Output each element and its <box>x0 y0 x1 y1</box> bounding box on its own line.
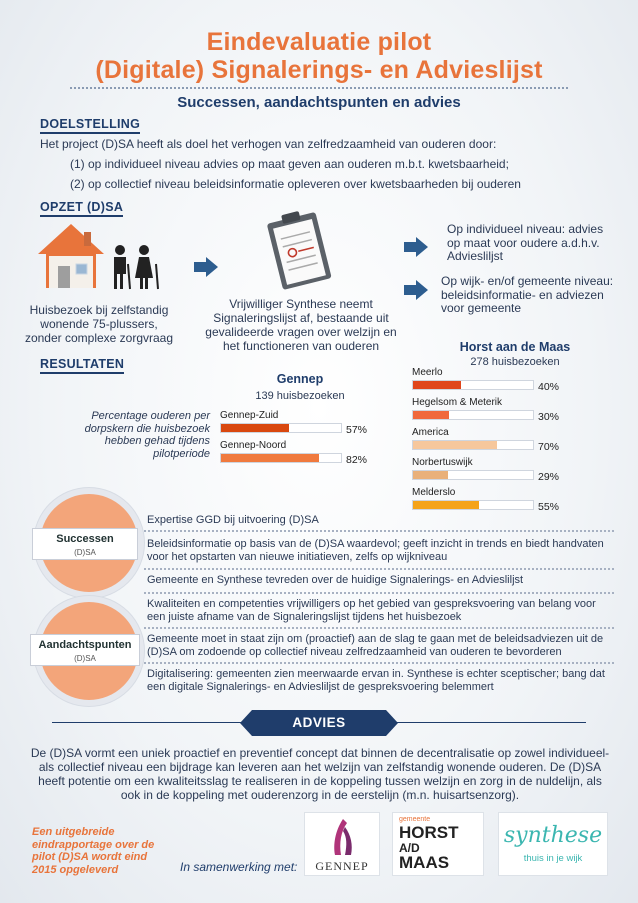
bar-row <box>412 367 612 393</box>
bar-track <box>220 453 342 463</box>
successen-item: Gemeente en Synthese tevreden over de huidige Signalerings- en Adviesliljst <box>147 574 524 586</box>
synthese-logo-tagline: thuis in je wijk <box>523 853 583 864</box>
divider <box>144 530 614 532</box>
horst-logo-line1: HORST <box>399 823 459 842</box>
bar-category-label: Meerlo <box>412 367 443 378</box>
opzet-outcome1-text: Op individueel niveau: advies op maat voor oudere a.d.h.v. Adviesliljst <box>447 222 604 263</box>
horst-logo-line2: A/D <box>399 841 420 855</box>
aandachtspunten-item: Kwaliteiten en competenties vrijwilligers op het gebied van gespreksvoering van belang voor een juiste afname van de Signaleringslijst tijdens het huisbezoek <box>147 598 596 623</box>
bar-category-label: America <box>412 427 449 438</box>
house-icon <box>36 222 106 290</box>
bar-track <box>412 440 534 450</box>
gennep-bar-chart <box>220 410 400 476</box>
gennep-chart-title: Gennep <box>276 372 324 386</box>
bar-category-label: Gennep-Zuid <box>220 410 279 421</box>
footer-report-note: Een uitgebreide eindrapportage over de pilot (D)SA wordt eind 2015 opgeleverd <box>32 826 155 876</box>
bar-track <box>412 500 534 510</box>
doelstelling-heading: DOELSTELLING <box>40 117 140 134</box>
bar <box>413 381 461 389</box>
successen-item: Expertise GGD bij uitvoering (D)SA <box>147 514 319 526</box>
page-subtitle: Successen, aandachtspunten en advies <box>177 94 461 111</box>
bar <box>413 471 448 479</box>
bar-row <box>412 427 612 453</box>
bar-row <box>412 397 612 423</box>
synthese-logo-text: synthese <box>503 823 603 848</box>
bar-value-label: 82% <box>346 454 368 466</box>
horst-chart-title: Horst aan de Maas <box>459 340 571 354</box>
bar-value-label: 57% <box>346 424 368 436</box>
bar-value-label: 40% <box>538 381 560 393</box>
bar-track <box>412 470 534 480</box>
horst-logo-line3: MAAS <box>399 853 450 872</box>
horst-logo-small: gemeente <box>399 816 431 823</box>
arrow-right-icon <box>402 236 430 258</box>
doelstelling-intro: Het project (D)SA heeft als doel het verhogen van zelfredzaamheid van ouderen door: <box>40 137 497 151</box>
gennep-chart-subtitle: 139 huisbezoeken <box>255 390 345 402</box>
resultaten-caption: Percentage ouderen per dorpskern die huisbezoek hebben gehad tijdens pilotperiode <box>84 410 210 460</box>
bar-track <box>412 410 534 420</box>
page-title-line2: (Digitale) Signalerings- en Advieslijst <box>95 56 543 84</box>
horst-bar-chart <box>412 367 612 515</box>
advies-banner: ADVIES <box>292 715 346 730</box>
divider <box>144 662 614 664</box>
page-title-line1: Eindevaluatie pilot <box>206 28 432 56</box>
divider <box>144 592 614 594</box>
bar-track <box>412 380 534 390</box>
bar-value-label: 30% <box>538 411 560 423</box>
opzet-step2-text: Vrijwilliger Synthese neemt Signaleringslijst af, bestaande uit gevalideerde vragen over welzijn en het functioneren van ouderen <box>205 297 397 353</box>
successen-item: Beleidsinformatie op basis van de (D)SA waardevol; geeft inzicht in trends en biedt handvaten voor het opstarten van nieuwe initiatieven, zelfs op wijkniveau <box>147 538 604 563</box>
bar-category-label: Norbertuswijk <box>412 457 473 468</box>
partners-label: In samenwerking met: <box>180 860 298 874</box>
aandachtspunten-badge-sub: (D)SA <box>74 654 96 663</box>
bar-row <box>412 487 612 513</box>
resultaten-heading: RESULTATEN <box>40 357 124 374</box>
gennep-logo <box>304 812 380 876</box>
gennep-logo-text: GENNEP <box>315 859 369 873</box>
horst-logo <box>392 812 484 876</box>
bar <box>221 454 319 462</box>
bar-value-label: 29% <box>538 471 560 483</box>
bar-row <box>412 457 612 483</box>
gennep-logo-mark <box>325 817 361 857</box>
aandachtspunten-item: Gemeente moet in staat zijn om (proactief) aan de slag te gaan met de beleidsadviezen uit de (D)SA om zodoende op collectief niveau zelfredzaamheid van ouderen te bevorderen <box>147 633 604 658</box>
bar <box>413 441 497 449</box>
bar-track <box>220 423 342 433</box>
bar-category-label: Hegelsom & Meterik <box>412 397 503 408</box>
synthese-logo <box>498 812 608 876</box>
arrow-right-icon <box>402 279 430 301</box>
bar-value-label: 55% <box>538 501 560 513</box>
aandachtspunten-badge-title: Aandachtspunten <box>38 639 132 651</box>
opzet-heading: OPZET (D)SA <box>40 200 123 217</box>
successen-badge-sub: (D)SA <box>74 548 96 557</box>
successen-badge-label <box>32 528 138 560</box>
aandachtspunten-item: Digitalisering: gemeenten zien meerwaarde ervan in. Synthese is echter sceptischer; bang dat een digitale Signalerings- en Adviesliljst de gespreksvoering belemmert <box>147 668 605 693</box>
opzet-outcome2-text: Op wijk- en/of gemeente niveau: beleidsinformatie- en adviezen voor gemeente <box>441 274 614 315</box>
bar <box>413 501 479 509</box>
divider <box>144 568 614 570</box>
divider <box>144 627 614 629</box>
arrow-right-icon <box>192 256 220 278</box>
aandachtspunten-badge-label <box>30 634 140 666</box>
title-divider <box>70 87 568 89</box>
bar <box>221 424 289 432</box>
bar <box>413 411 449 419</box>
horst-chart-subtitle: 278 huisbezoeken <box>470 356 560 368</box>
bar-category-label: Melderslo <box>412 487 456 498</box>
doelstelling-point-2: (2) op collectief niveau beleidsinformatie opleveren over kwetsbaarheden bij ouderen <box>70 177 521 191</box>
successen-badge-title: Successen <box>56 533 114 545</box>
bar-row <box>220 440 400 466</box>
advies-text: De (D)SA vormt een uniek proactief en preventief concept dat binnen de decentralisatie op zowel individueel- als collectief niveau een bijdrage kan leveren aan het welzijn van zelfstandig wonende ouderen. De (D)SA heeft potentie om een kwaliteitsslag te realiseren in de koppeling tussen welzijn en zorg in de nuldelijn, als ook in de koppeling met ouderenzorg in de eerstelijn (m.n. huisartsenzorg). <box>30 746 610 802</box>
clipboard-checklist-icon <box>262 207 336 293</box>
bar-row <box>220 410 400 436</box>
opzet-step1-text: Huisbezoek bij zelfstandig wonende 75-plussers, zonder complexe zorgvraag <box>24 303 174 345</box>
bar-value-label: 70% <box>538 441 560 453</box>
doelstelling-point-1: (1) op individueel niveau advies op maat geven aan ouderen m.b.t. kwetsbaarheid; <box>70 157 509 171</box>
elderly-couple-icon <box>106 244 162 290</box>
bar-category-label: Gennep-Noord <box>220 440 287 451</box>
